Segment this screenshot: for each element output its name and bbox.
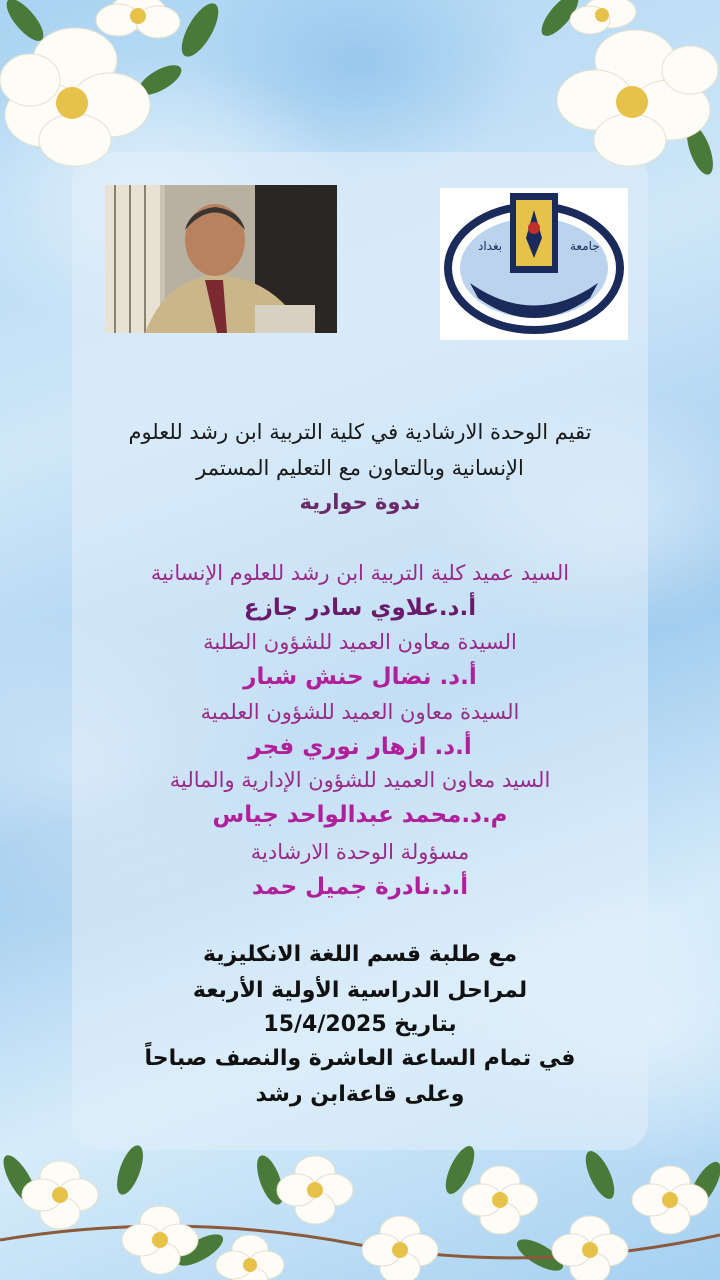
- footer-venue: وعلى قاعةابن رشد: [255, 1082, 465, 1107]
- footer-date: بتاريخ 15/4/2025: [263, 1012, 457, 1037]
- role-guidance-unit: مسؤولة الوحدة الارشادية: [250, 840, 470, 864]
- name-scientific-affairs: أ.د. ازهار نوري فجر: [248, 734, 472, 760]
- flower-decoration-top-right: [540, 0, 720, 180]
- svg-text:جامعة: جامعة: [570, 239, 600, 253]
- name-student-affairs: أ.د. نضال حنش شبار: [243, 664, 477, 690]
- dean-photo: [105, 185, 337, 333]
- role-dean: السيد عميد كلية التربية ابن رشد للعلوم الإنسانية: [150, 561, 570, 585]
- logo-text: بغداد: [478, 239, 503, 253]
- role-admin-affairs: السيد معاون العميد للشؤون الإدارية والمالية: [169, 768, 551, 792]
- role-scientific-affairs: السيدة معاون العميد للشؤون العلمية: [200, 700, 520, 724]
- university-logo: [440, 188, 628, 340]
- footer-line-2: لمراحل الدراسية الأولية الأربعة: [192, 978, 528, 1003]
- name-guidance-unit: أ.د.نادرة جميل حمد: [251, 874, 469, 900]
- footer-time: في تمام الساعة العاشرة والنصف صباحاً: [144, 1046, 576, 1071]
- flower-decoration-bottom: [0, 1140, 720, 1280]
- flower-decoration-top-left: [0, 0, 250, 175]
- name-admin-affairs: م.د.محمد عبدالواحد جياس: [212, 802, 508, 828]
- intro-line-2: الإنسانية وبالتعاون مع التعليم المستمر: [196, 456, 524, 480]
- event-title: ندوة حوارية: [299, 490, 421, 514]
- footer-line-1: مع طلبة قسم اللغة الانكليزية: [202, 942, 518, 967]
- name-dean: أ.د.علاوي سادر جازع: [243, 595, 477, 621]
- role-student-affairs: السيدة معاون العميد للشؤون الطلبة: [203, 630, 517, 654]
- intro-line-1: تقيم الوحدة الارشادية في كلية التربية ابن رشد للعلوم: [128, 420, 592, 444]
